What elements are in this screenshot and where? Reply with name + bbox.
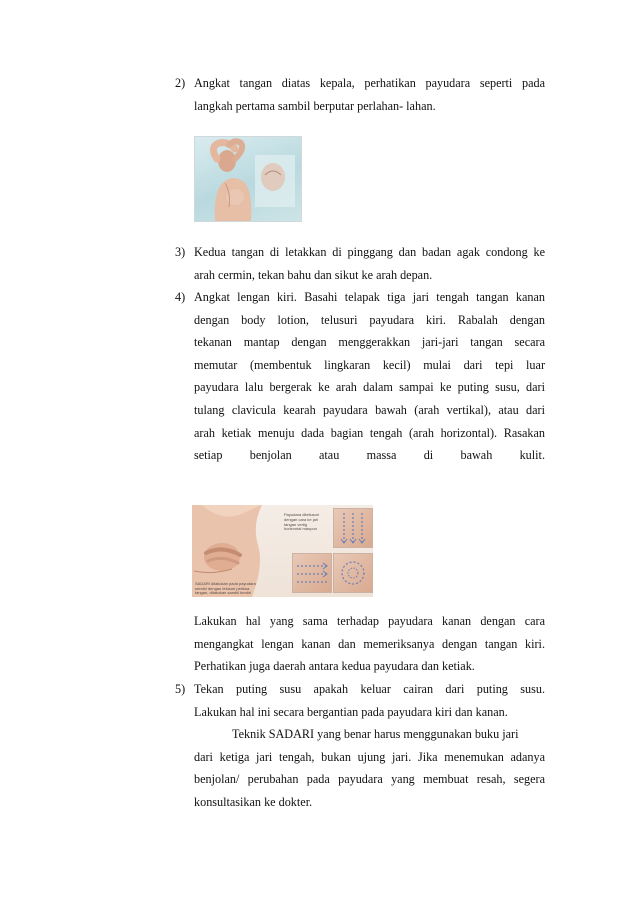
list-item-5: [175, 678, 545, 723]
vertical-pattern-panel: [333, 508, 373, 548]
circular-pattern-panel: [333, 553, 373, 593]
item-number: 2): [175, 76, 186, 90]
circular-arrows-icon: [334, 554, 372, 592]
text-line: Angkat lengan kiri. Basahi telapak tiga jari tengah tangan kanan: [194, 290, 545, 304]
note-line: tangan vertig: [284, 521, 308, 527]
item-number: 4): [175, 290, 186, 304]
text-line: tulang clavicula kearah payudara bawah (arah vertikal), atau dari: [194, 402, 545, 417]
list-item-4: [175, 286, 545, 467]
text-line: mengangkat lengan kanan dan memeriksanya dengan tangan kiri.: [194, 636, 545, 651]
text-line: Angkat tangan diatas kepala, perhatikan payudara seperti pada: [194, 76, 545, 90]
text-line: tekanan mantap dengan menggerakkan jari-jari tangan secara: [194, 335, 545, 350]
text-line: Lakukan hal ini secara bergantian pada payudara kiri dan kanan.: [194, 704, 508, 719]
text-line: arah cermin, tekan bahu dan sikut ke arah depan.: [194, 267, 433, 282]
note-line: Payudara diteliusuri: [284, 512, 320, 517]
item-text: [194, 72, 545, 117]
list-item-3: [175, 241, 545, 286]
text-line: Lakukan hal yang sama terhadap payudara kanan dengan cara: [194, 614, 545, 628]
item-number: 5): [175, 682, 186, 696]
caption-line: tangan, dilakukan sambil berdiri: [195, 590, 252, 596]
text-line: Kedua tangan di letakkan di pinggang dan badan agak condong ke: [194, 245, 545, 259]
figure-note: [284, 513, 332, 532]
note-line: horizontal maupun: [284, 526, 317, 532]
caption-line: SADARI dilakukan pada payudara: [195, 581, 256, 586]
item-text: [194, 241, 545, 286]
text-line: Tekan puting susu apakah keluar cairan dari puting susu.: [194, 682, 545, 696]
text-line: setiap benjolan atau massa di bawah kulit.: [194, 448, 545, 463]
text-line: payudara lalu bergerak ke arah dalam sampai ke puting susu, dari: [194, 380, 545, 395]
vertical-arrows-icon: [334, 509, 372, 547]
text-line: Perhatikan juga daerah antara kedua payudara dan ketiak.: [194, 659, 475, 674]
text-line: dengan body lotion, telusuri payudara kiri. Rabalah dengan: [194, 312, 545, 327]
text-line: benjolan/ perubahan pada payudara yang membuat resah, segera: [194, 772, 545, 787]
text-line: konsultasikan ke dokter.: [194, 794, 313, 809]
caption-line: sendiri dengan telusuri periksa: [195, 585, 250, 591]
breast-palpation-illustration: [192, 505, 373, 597]
continuation-paragraph: [194, 610, 545, 678]
item-text: [194, 678, 545, 723]
note-line: dengan cara ke jari: [284, 516, 319, 522]
figure-caption: [195, 582, 315, 596]
text-line: memutar (membentuk lingkaran kecil) mulai dari tepi luar: [194, 357, 545, 372]
closing-paragraph: [194, 723, 545, 813]
item-number: 3): [175, 245, 186, 259]
text-line: Teknik SADARI yang benar harus menggunakan buku jari: [232, 727, 519, 741]
raised-arms-illustration: [194, 136, 302, 222]
text-line: dari ketiga jari tengah, bukan ujung jari. Jika menemukan adanya: [194, 749, 545, 764]
text-line: langkah pertama sambil berputar perlahan- lahan.: [194, 98, 436, 113]
text-line: arah ketiak menuju dada bagian tengah (arah horizontal). Rasakan: [194, 425, 545, 440]
woman-raising-arms-image: [195, 137, 301, 221]
list-item-2: [175, 72, 545, 117]
item-text: [194, 286, 545, 467]
